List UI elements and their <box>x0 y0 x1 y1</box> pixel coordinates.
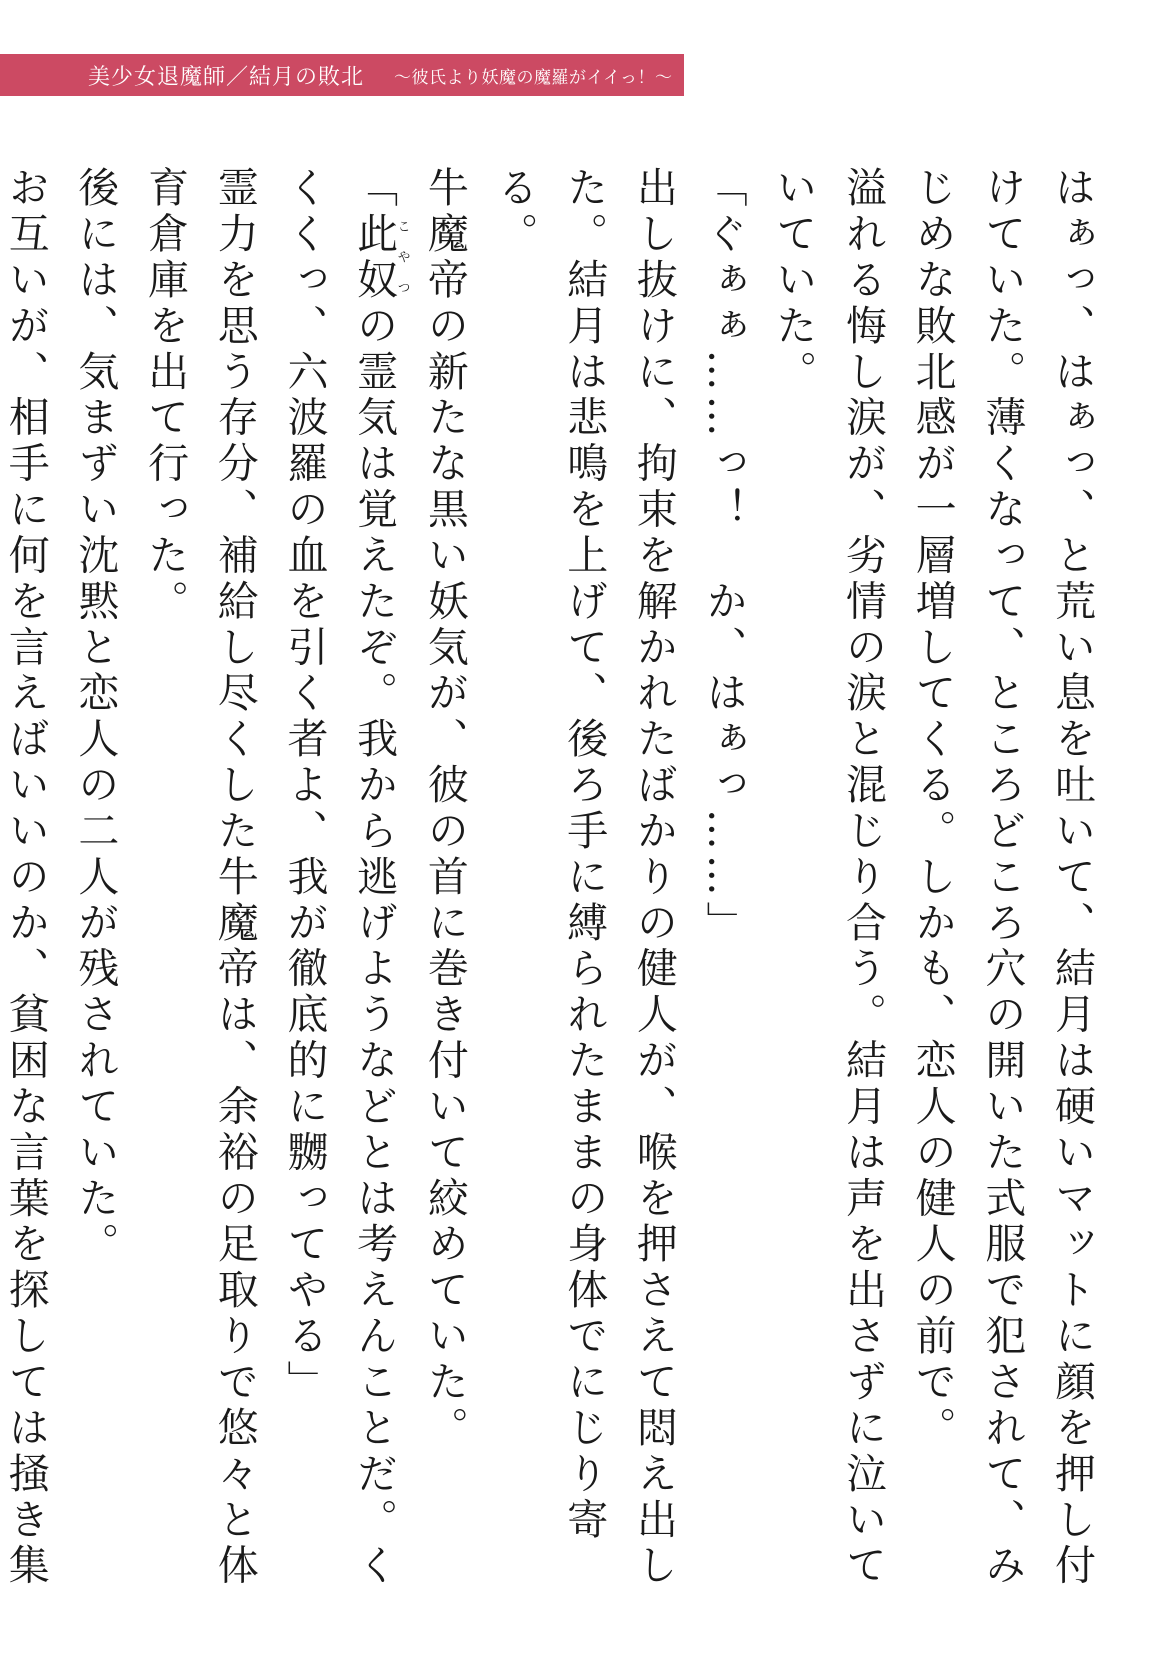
paragraph: 後には、気まずい沈黙と恋人の二人が残されていた。 <box>71 166 120 1269</box>
paragraph: 牛魔帝の新たな黒い妖気が、彼の首に巻き付いて絞めていた。 <box>420 166 469 1452</box>
paragraph: お互いが、相手に何を言えばいいのか、貧困な言葉を探しては掻き集 <box>1 166 50 1590</box>
running-header <box>0 54 684 96</box>
book-subtitle: 〜彼氏より妖魔の魔羅がイイっ！〜 <box>394 67 673 88</box>
ruby-base: 此奴 <box>350 211 399 304</box>
ruby-reading: こやつ <box>394 211 410 304</box>
quote-open: 「 <box>350 166 399 212</box>
paragraph: 出し抜けに、拘束を解かれたばかりの健人が、喉を押さえて悶え出した。結月は悲鳴を上げて、後ろ手に縛られたままの身体でにじり寄る。 <box>490 166 678 1590</box>
dialogue-paragraph <box>269 166 409 1616</box>
ruby-annotation <box>350 211 410 304</box>
paragraph: 「ぐぁぁ……っ！ か、はぁっ……」 <box>699 166 748 947</box>
vertical-body-text <box>1 166 1106 1616</box>
paragraph: 溢れる悔し涙が、劣情の涙と混じり合う。結月は声を出さずに泣いていていた。 <box>769 166 887 1590</box>
quote-rest: の霊気は覚えたぞ。我から逃げようなどとは考えんことだ。くくくっ、六波羅の血を引く者よ、我が徹底的に嬲ってやる」 <box>280 166 399 1590</box>
paragraph: はぁっ、はぁっ、と荒い息を吐いて、結月は硬いマットに顔を押し付けていた。薄くなって、ところどころ穴の開いた式服で犯されて、みじめな敗北感が一層増してくる。しかも、恋人の健人の前で。 <box>908 166 1096 1590</box>
book-title: 美少女退魔師／結月の敗北 <box>88 64 365 90</box>
paragraph: 霊力を思う存分、補給し尽くした牛魔帝は、余裕の足取りで悠々と体育倉庫を出て行った。 <box>141 166 259 1590</box>
